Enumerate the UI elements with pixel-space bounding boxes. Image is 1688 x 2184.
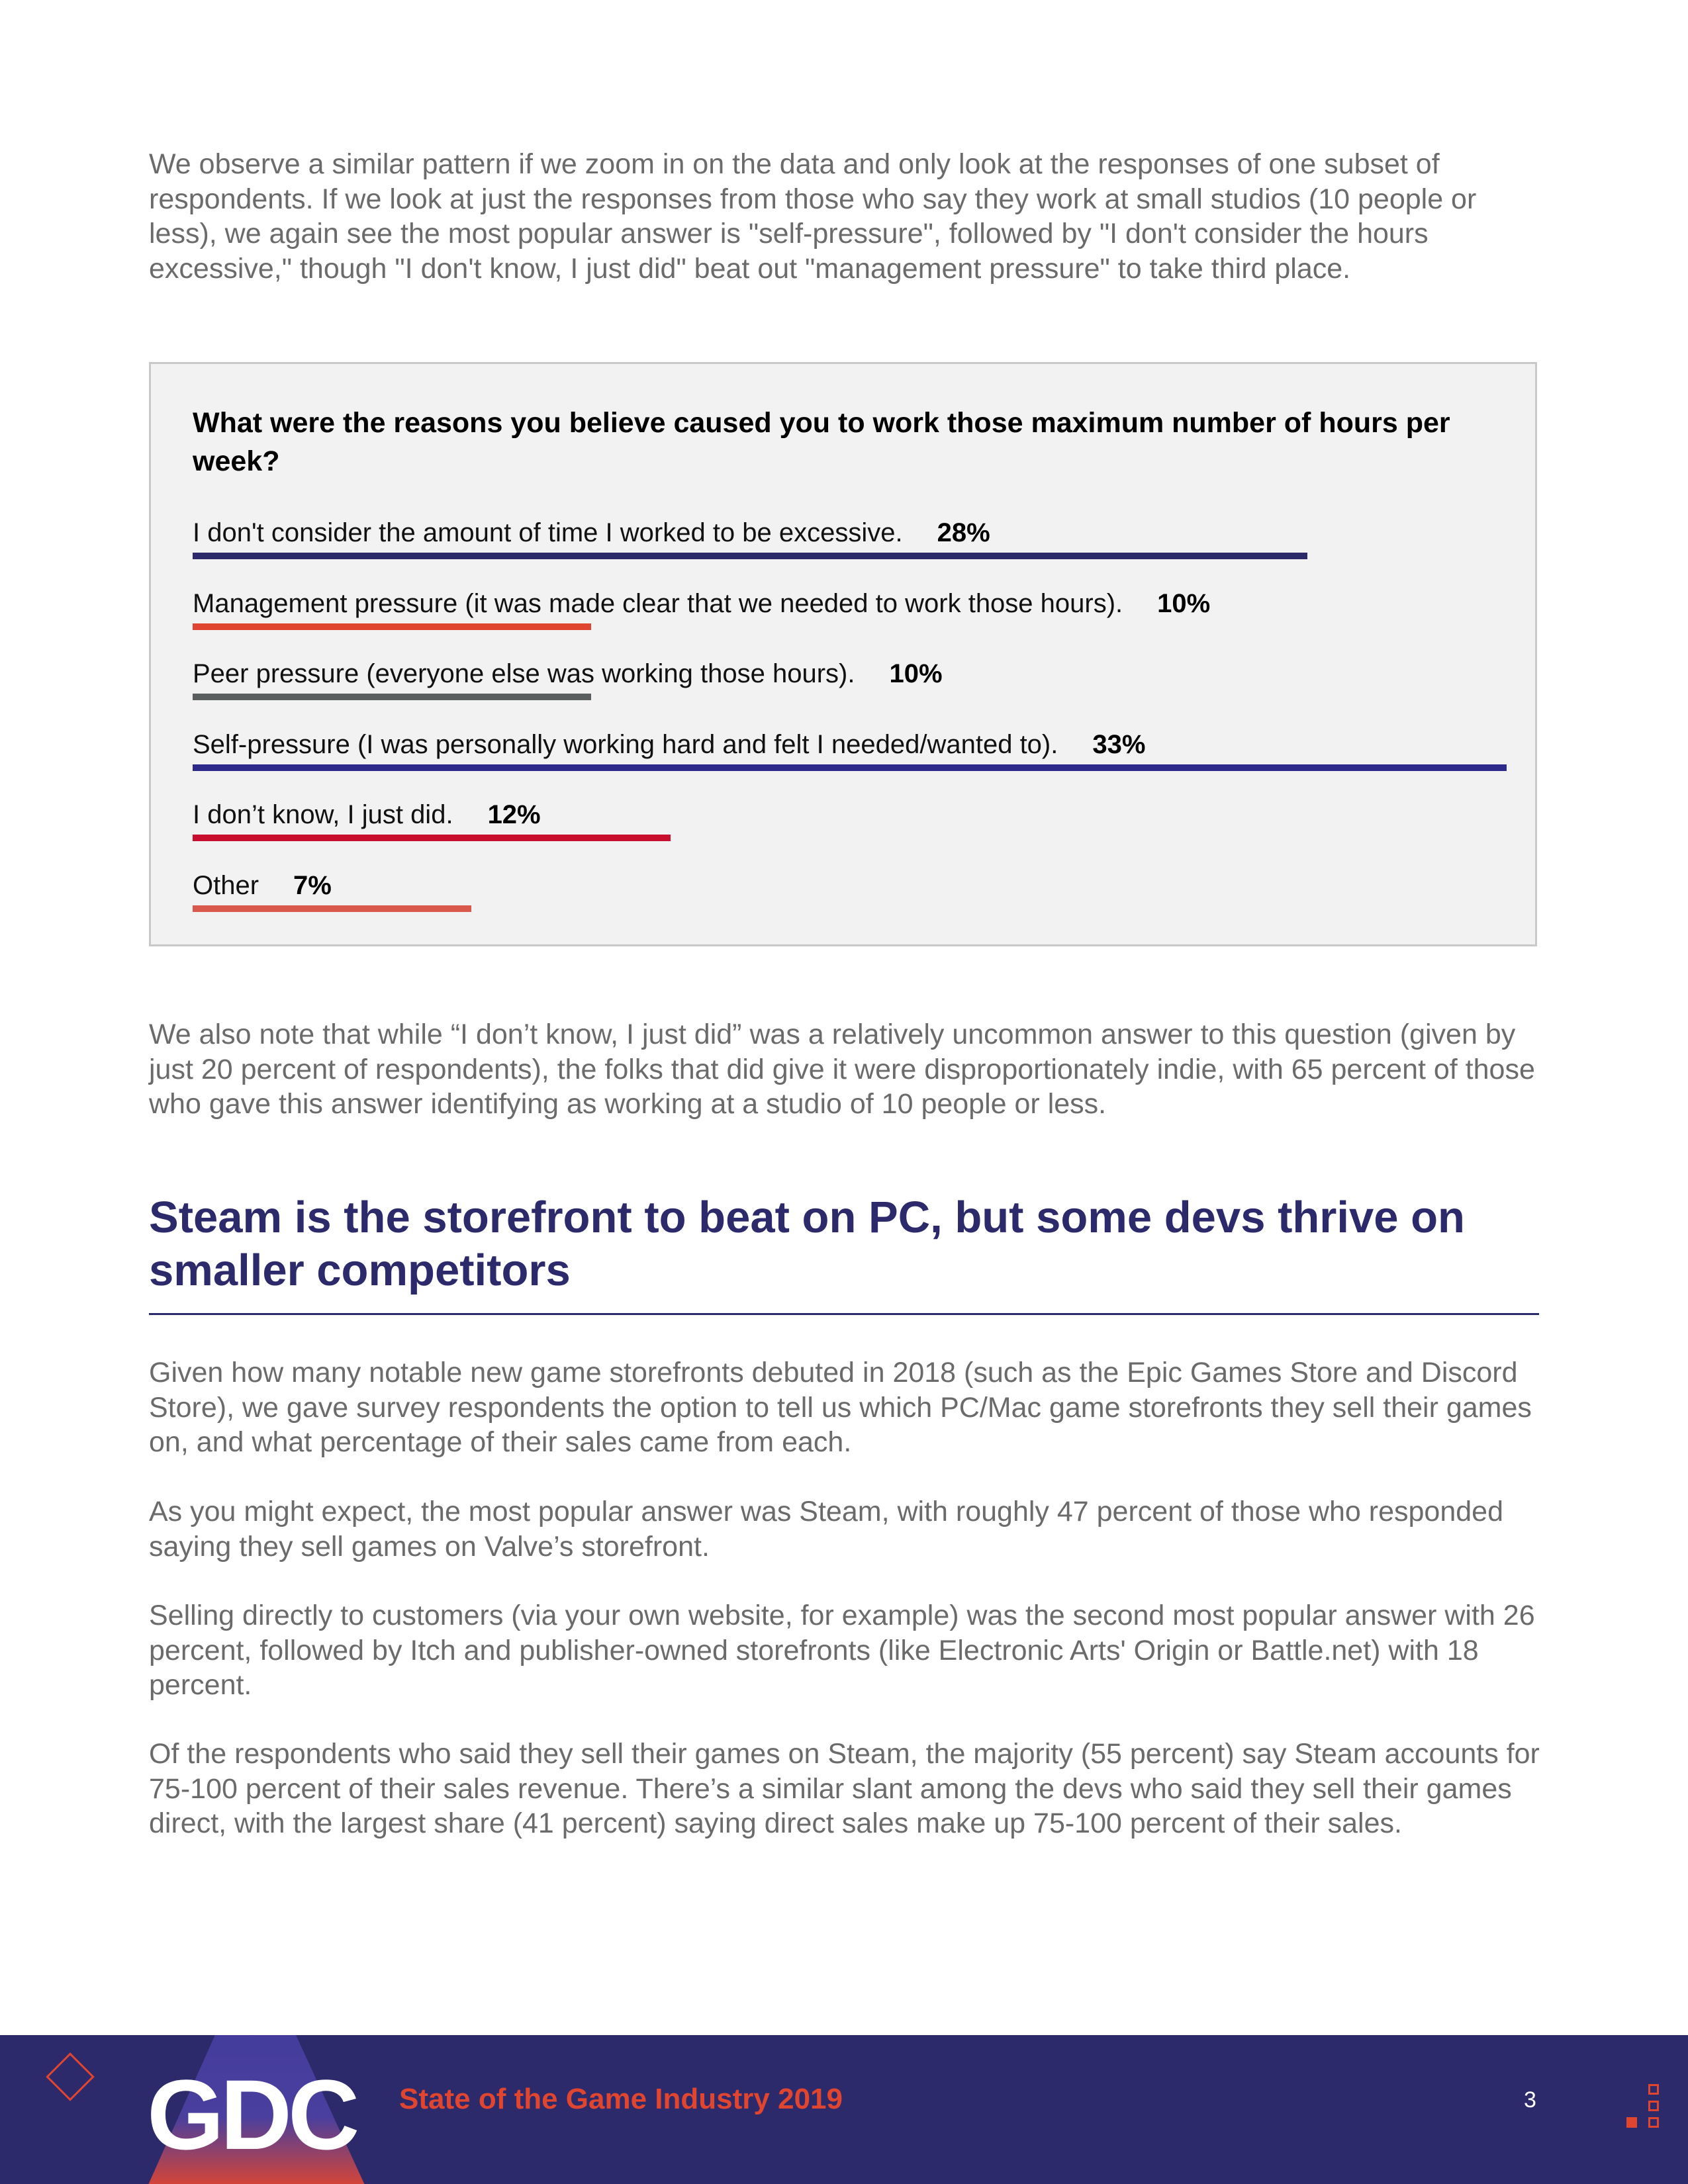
bar bbox=[193, 694, 591, 700]
bar-label bbox=[193, 728, 1145, 761]
bar bbox=[193, 835, 671, 841]
heading-divider bbox=[149, 1313, 1539, 1315]
bar bbox=[193, 553, 1307, 559]
bar-value-label: 33% bbox=[1092, 729, 1146, 759]
chart-panel bbox=[149, 362, 1537, 946]
bar-label bbox=[193, 798, 541, 831]
bar bbox=[193, 623, 591, 630]
storefront-paragraph-1: Given how many notable new game storefronts debuted in 2018 (such as the Epic Games Store and Discord Store), we gave survey respondents the option to tell us which PC/Mac game storefronts they sell their games on, and what percentage of their sales came from each. bbox=[149, 1357, 1532, 1458]
bar-value-label: 7% bbox=[293, 870, 332, 900]
bar-label bbox=[193, 587, 1210, 620]
bar-value-label: 12% bbox=[487, 800, 541, 829]
bar-value-label: 28% bbox=[937, 518, 990, 547]
bar-category: I don’t know, I just did. bbox=[193, 800, 453, 829]
page-number: 3 bbox=[1524, 2087, 1536, 2113]
page-footer bbox=[0, 2035, 1688, 2184]
bar-category: Management pressure (it was made clear that we needed to work those hours). bbox=[193, 588, 1123, 618]
storefront-paragraph-2: As you might expect, the most popular answer was Steam, with roughly 47 percent of those who responded saying they sell games on Valve’s storefront. bbox=[149, 1496, 1504, 1563]
footer-title: State of the Game Industry 2019 bbox=[399, 2083, 843, 2115]
bar bbox=[193, 905, 471, 912]
intro-paragraph: We observe a similar pattern if we zoom in on the data and only look at the responses of one subset of respondents. If we look at just the responses from those who say they work at small studios (10 people or less), we again see the most popular answer is "self-pressure", followed by "I don't consider the hours excessive," though "I don't know, I just did" beat out "management pressure" to take third place. bbox=[149, 148, 1477, 285]
bar bbox=[193, 764, 1507, 771]
bar-category: Peer pressure (everyone else was working those hours). bbox=[193, 659, 855, 688]
bar-label bbox=[193, 869, 332, 902]
storefront-paragraph-3: Selling directly to customers (via your own website, for example) was the second most popular answer with 26 percent, followed by Itch and publisher-owned storefronts (like Electronic Arts' Origin or Battle.net) with 18 percent. bbox=[149, 1600, 1535, 1701]
storefront-paragraph-4: Of the respondents who said they sell their games on Steam, the majority (55 percent) say Steam accounts for 75-100 percent of their sales revenue. There’s a similar slant among the devs who said they sell their games direct, with the largest share (41 percent) saying direct sales make up 75-100 percent of their sales. bbox=[149, 1738, 1540, 1839]
bar-category: Self-pressure (I was personally working hard and felt I needed/wanted to). bbox=[193, 729, 1058, 759]
bar-value-label: 10% bbox=[1157, 588, 1211, 618]
bar-value-label: 10% bbox=[889, 659, 943, 688]
bar-category: Other bbox=[193, 870, 259, 900]
bar-category: I don't consider the amount of time I worked to be excessive. bbox=[193, 518, 903, 547]
note-paragraph: We also note that while “I don’t know, I just did” was a relatively uncommon answer to this question (given by just 20 percent of respondents), the folks that did give it were disproportionately indie, with 65 percent of those who gave this answer identifying as working at a studio of 10 people or less. bbox=[149, 1019, 1535, 1120]
bar-label bbox=[193, 657, 943, 690]
gdc-logo: GDC bbox=[147, 2059, 356, 2170]
bar-label bbox=[193, 516, 990, 549]
section-heading: Steam is the storefront to beat on PC, but some devs thrive on smaller competitors bbox=[149, 1193, 1465, 1295]
chart-title: What were the reasons you believe caused you to work those maximum number of hours per week? bbox=[193, 407, 1450, 477]
